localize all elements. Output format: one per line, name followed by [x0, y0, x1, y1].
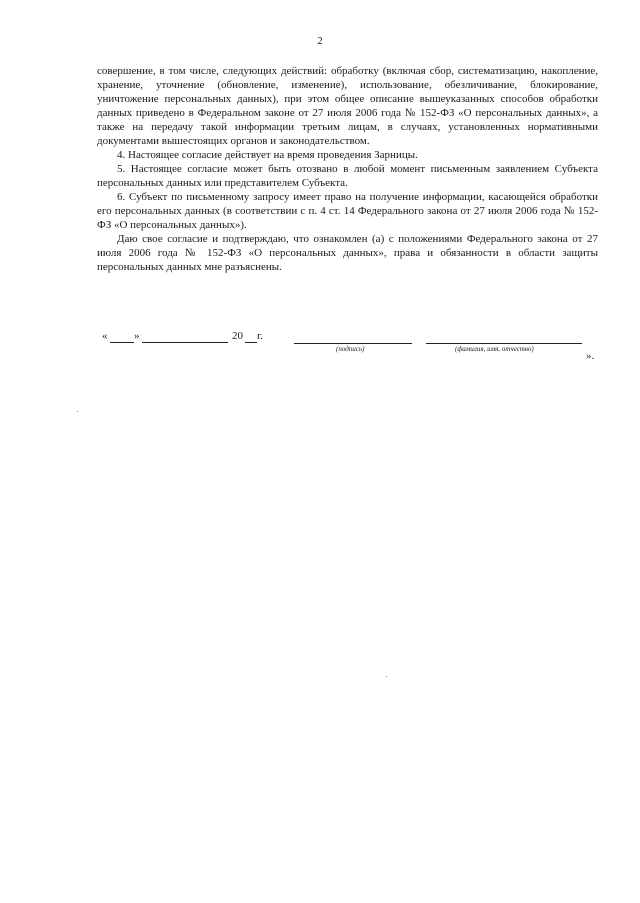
year-blank [245, 342, 257, 343]
date-close-quote: » [134, 330, 140, 342]
paragraph-consent: Даю свое согласие и подтверждаю, что ознакомлен (а) с положениями Федерального закона от 27 июля 2006 года № 152-ФЗ «О персональных данных», права и обязанности в области защиты персональных данных мне разъяснены. [97, 233, 598, 273]
signature-line [294, 343, 412, 344]
month-blank [142, 342, 228, 343]
signature-block [0, 330, 640, 370]
year-suffix: г. [257, 330, 264, 342]
paragraph-4: 4. Настоящее согласие действует на время проведения Зарницы. [117, 149, 418, 161]
date-open-quote: « [102, 330, 108, 342]
name-line [426, 343, 582, 344]
scan-speck [386, 676, 387, 677]
page-number: 2 [317, 35, 323, 47]
year-prefix: 20 [232, 330, 243, 342]
paragraph-continuation: совершение, в том числе, следующих действий: обработку (включая сбор, систематизацию, накопление, хранение, уточнение (обновление, изменение), использование, обезличивание, блокирование, уничтожение персональных данных), при этом общее описание вышеуказанных способов обработки данных приведено в Федеральном законе от 27 июля 2006 года № 152-ФЗ «О персональных данных», а также на передачу такой информации третьим лицам, в случаях, установленных нормативными документами вышестоящих органов и законодательством. [97, 65, 598, 147]
paragraph-5: 5. Настоящее согласие может быть отозвано в любой момент письменным заявлением Субъекта персональных данных или представителем Субъекта. [97, 163, 598, 189]
name-caption: (фамилия, имя, отчество) [455, 345, 534, 353]
signature-caption: (подпись) [336, 345, 365, 353]
consent-text [97, 64, 598, 274]
scan-speck [77, 411, 78, 412]
closing-quote: ». [586, 350, 595, 362]
paragraph-6: 6. Субъект по письменному запросу имеет право на получение информации, касающейся обработки его персональных данных (в соответствии с п. 4 ст. 14 Федерального закона от 27 июля 2006 года № 152-ФЗ «О персональных данных»). [97, 191, 598, 231]
day-blank [110, 342, 134, 343]
